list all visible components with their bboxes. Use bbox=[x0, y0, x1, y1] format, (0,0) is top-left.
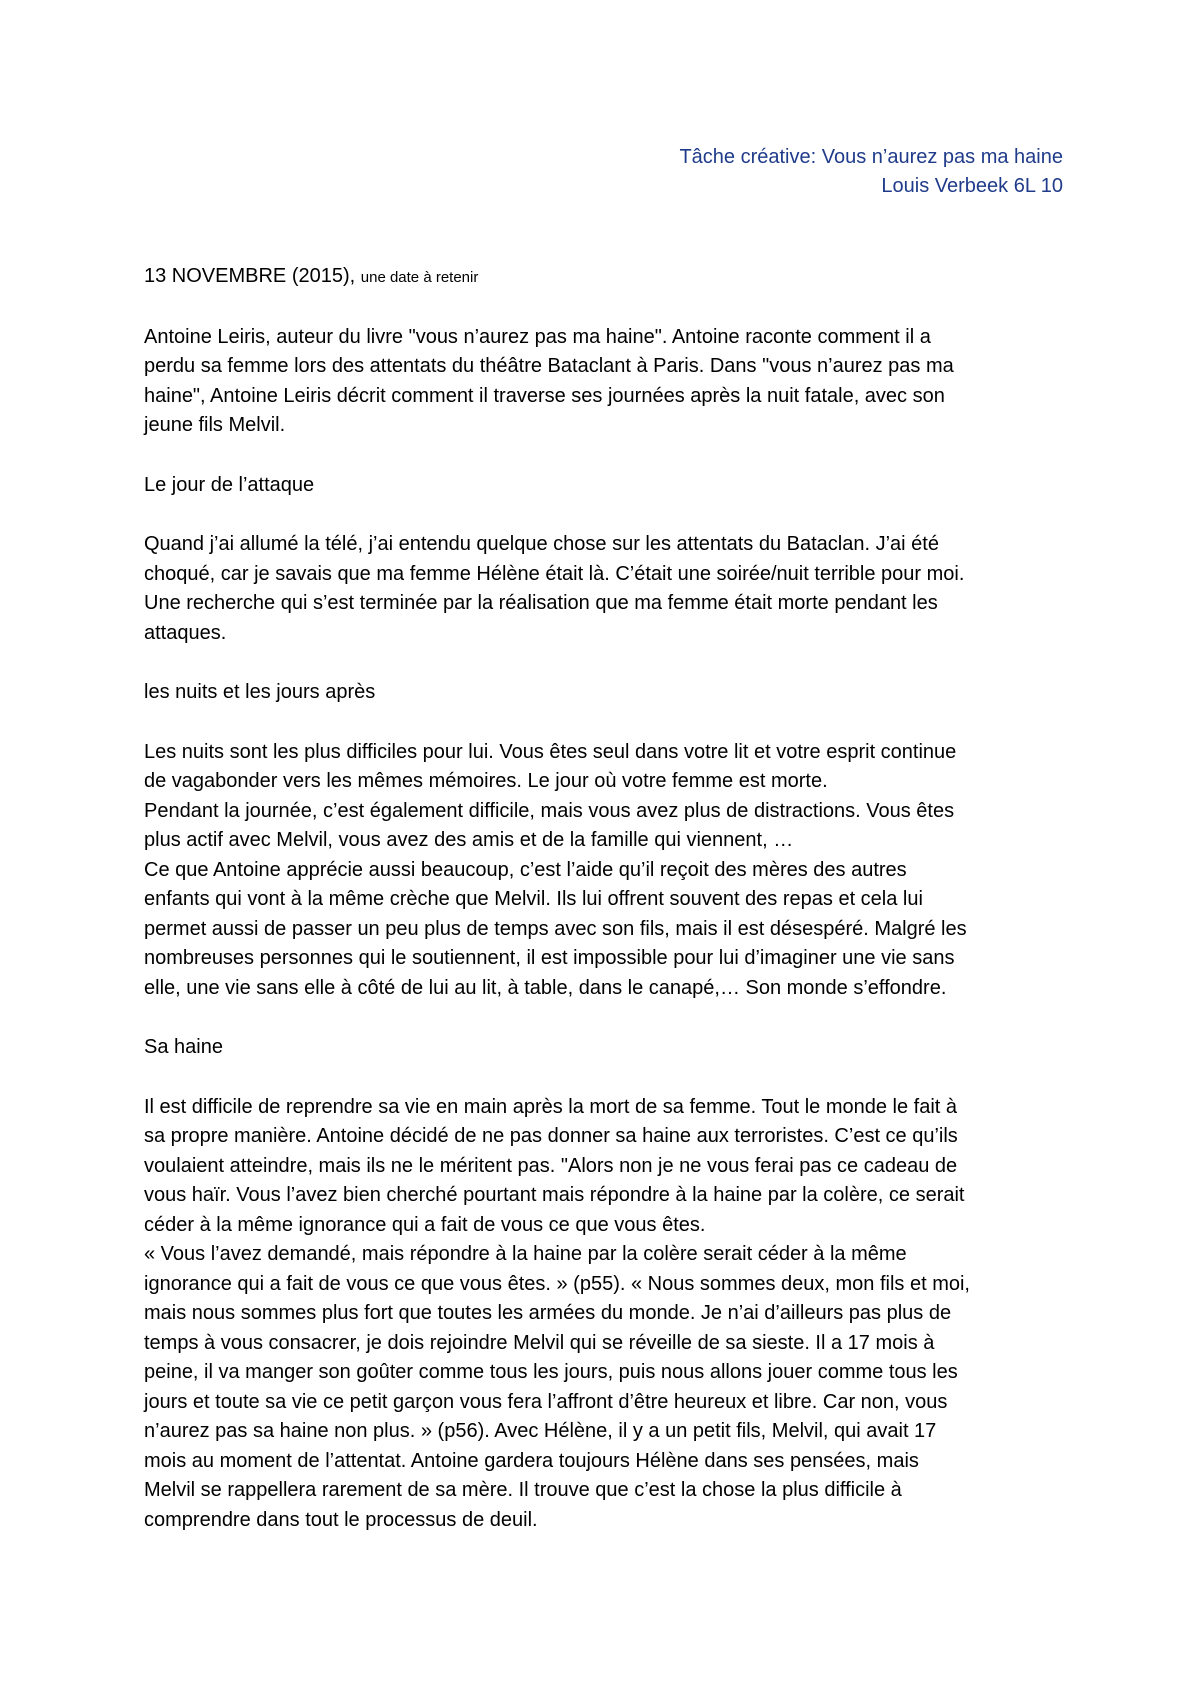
text-line: vous haïr. Vous l’avez bien cherché pourtant mais répondre à la haine par la colère, ce serait bbox=[144, 1184, 965, 1206]
text-line: jours et toute sa vie ce petit garçon vous fera l’affront d’être heureux et libre. Car non, vous bbox=[144, 1390, 948, 1413]
text-line: Antoine Leiris, auteur du livre "vous n’aurez pas ma haine". Antoine raconte comment il a bbox=[144, 325, 931, 348]
text-line: Les nuits sont les plus difficiles pour lui. Vous êtes seul dans votre lit et votre esprit continue bbox=[144, 740, 957, 763]
text-line: nombreuses personnes qui le soutiennent, il est impossible pour lui d’imaginer une vie sans bbox=[144, 947, 955, 969]
document-header bbox=[679, 143, 1063, 201]
text-line: jeune fils Melvil. bbox=[144, 414, 286, 436]
intro-paragraph bbox=[144, 323, 1064, 441]
text-line: Ce que Antoine apprécie aussi beaucoup, c’est l’aide qu’il reçoit des mères des autres bbox=[144, 858, 907, 881]
text-line: voulaient atteindre, mais ils ne le méritent pas. "Alors non je ne vous ferai pas ce cadeau de bbox=[144, 1154, 958, 1177]
text-line: enfants qui vont à la même crèche que Melvil. Ils lui offrent souvent des repas et cela lui bbox=[144, 888, 923, 910]
date-main: 13 NOVEMBRE (2015), bbox=[144, 265, 356, 287]
text-line: elle, une vie sans elle à côté de lui au lit, à table, dans le canapé,… Son monde s’effondre. bbox=[144, 976, 947, 999]
document-title: Tâche créative: Vous n’aurez pas ma haine bbox=[679, 146, 1063, 168]
text-line: choqué, car je savais que ma femme Hélène était là. C’était une soirée/nuit terrible pour moi. bbox=[144, 562, 965, 585]
document-body bbox=[144, 262, 1064, 1535]
text-line: peine, il va manger son goûter comme tous les jours, puis nous allons jouer comme tous les bbox=[144, 1361, 958, 1383]
document-author: Louis Verbeek 6L 10 bbox=[881, 175, 1063, 197]
text-line: temps à vous consacrer, je dois rejoindre Melvil qui se réveille de sa sieste. Il a 17 mois à bbox=[144, 1331, 935, 1354]
section-paragraph bbox=[144, 530, 1064, 648]
text-line: haine", Antoine Leiris décrit comment il traverse ses journées après la nuit fatale, avec son bbox=[144, 384, 945, 407]
text-line: Une recherche qui s’est terminée par la réalisation que ma femme était morte pendant les bbox=[144, 592, 938, 614]
section-paragraph bbox=[144, 1093, 1064, 1536]
text-line: de vagabonder vers les mêmes mémoires. Le jour où votre femme est morte. bbox=[144, 770, 828, 792]
date-line bbox=[144, 262, 1064, 293]
text-line: sa propre manière. Antoine décidé de ne pas donner sa haine aux terroristes. C’est ce qu’ils bbox=[144, 1125, 958, 1147]
text-line: mais nous sommes plus fort que toutes les armées du monde. Je n’ai d’ailleurs pas plus de bbox=[144, 1302, 952, 1324]
text-line: Pendant la journée, c’est également difficile, mais vous avez plus de distractions. Vous êtes bbox=[144, 799, 955, 822]
section-heading: les nuits et les jours après bbox=[144, 681, 376, 703]
text-line: Melvil se rappellera rarement de sa mère. Il trouve que c’est la chose la plus difficile à bbox=[144, 1479, 902, 1501]
text-line: mois au moment de l’attentat. Antoine gardera toujours Hélène dans ses pensées, mais bbox=[144, 1449, 919, 1472]
text-line: Il est difficile de reprendre sa vie en main après la mort de sa femme. Tout le monde le fait à bbox=[144, 1095, 958, 1118]
text-line: plus actif avec Melvil, vous avez des amis et de la famille qui viennent, … bbox=[144, 829, 794, 851]
text-line: Quand j’ai allumé la télé, j’ai entendu quelque chose sur les attentats du Bataclan. J’ai été bbox=[144, 533, 939, 555]
date-sub: une date à retenir bbox=[360, 269, 479, 286]
text-line: comprendre dans tout le processus de deuil. bbox=[144, 1508, 538, 1531]
text-line: perdu sa femme lors des attentats du théâtre Bataclant à Paris. Dans "vous n’aurez pas ma bbox=[144, 355, 954, 377]
text-line: « Vous l’avez demandé, mais répondre à la haine par la colère serait céder à la même bbox=[144, 1243, 907, 1265]
text-line: ignorance qui a fait de vous ce que vous êtes. » (p55). « Nous sommes deux, mon fils et moi, bbox=[144, 1272, 970, 1295]
section-paragraph bbox=[144, 738, 1064, 1004]
section-heading: Le jour de l’attaque bbox=[144, 473, 315, 496]
section-heading: Sa haine bbox=[144, 1036, 223, 1058]
text-line: attaques. bbox=[144, 621, 227, 644]
text-line: céder à la même ignorance qui a fait de vous ce que vous êtes. bbox=[144, 1213, 706, 1236]
text-line: n’aurez pas sa haine non plus. » (p56). Avec Hélène, il y a un petit fils, Melvil, qui avait 17 bbox=[144, 1420, 937, 1442]
text-line: permet aussi de passer un peu plus de temps avec son fils, mais il est désespéré. Malgré les bbox=[144, 917, 967, 940]
